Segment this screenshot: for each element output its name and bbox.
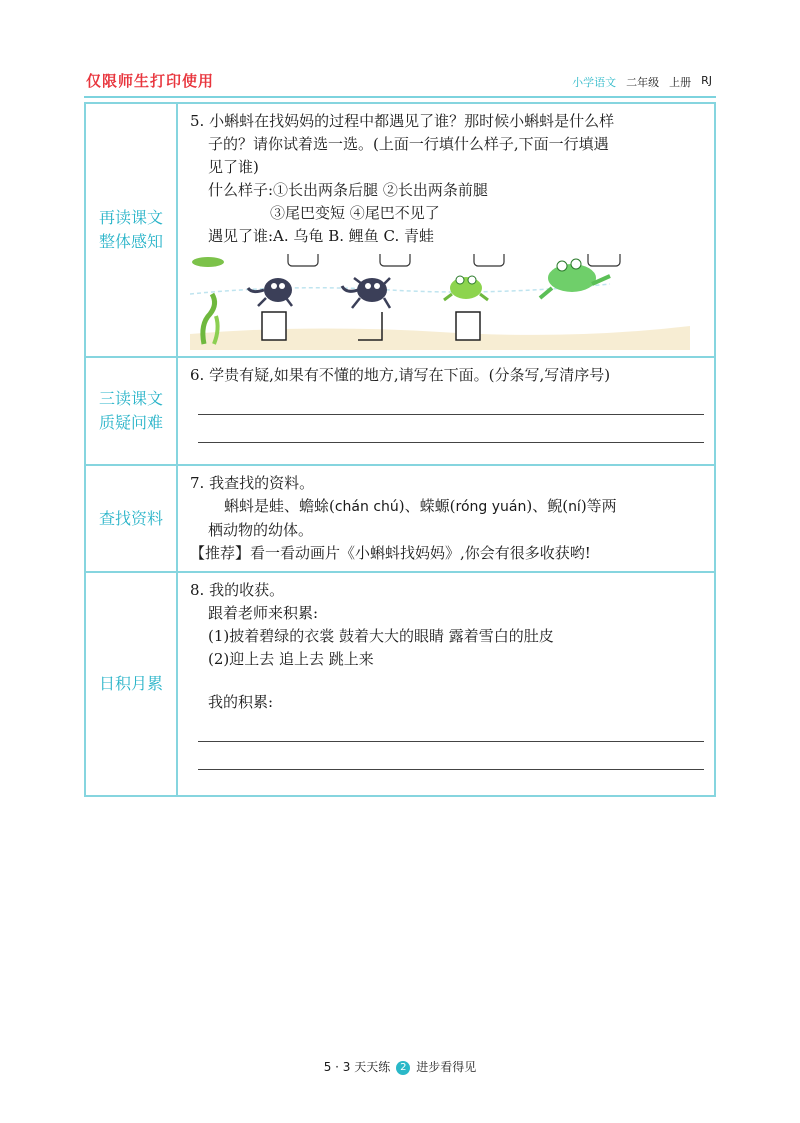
froglet <box>444 276 488 300</box>
question-6 <box>177 357 715 465</box>
section-row-6 <box>85 357 715 465</box>
answer-line[interactable] <box>198 714 704 742</box>
volume-label: 上册 <box>669 76 692 89</box>
section-row-8 <box>85 572 715 796</box>
question-7 <box>177 465 715 572</box>
meet-options: 遇见了谁:A. 乌龟 B. 鲤鱼 C. 青蛙 <box>208 227 434 245</box>
header-divider <box>84 96 716 98</box>
question-8-text: 8. 我的收获。 <box>190 581 285 599</box>
tadpole-scene-illustration <box>190 254 690 350</box>
follow-teacher-label: 跟着老师来积累: <box>208 604 319 622</box>
shape-options-1: 什么样子:①长出两条后腿 ②长出两条前腿 <box>208 181 488 199</box>
section-label-7: 查找资料 <box>85 465 177 572</box>
footer-brand: 5 · 3 天天练 <box>323 1060 391 1074</box>
shape-options-2: ③尾巴变短 ④尾巴不见了 <box>270 204 440 222</box>
section-label-8: 日积月累 <box>85 572 177 796</box>
question-5-text-2: 子的？请你试着选一选。(上面一行填什么样子,下面一行填遇 <box>208 135 609 153</box>
question-5-text-1: 5. 小蝌蚪在找妈妈的过程中都遇见了谁？那时候小蝌蚪是什么样 <box>190 112 615 130</box>
phrase-item-2: (2)迎上去 追上去 跳上来 <box>208 650 374 668</box>
section-label-6: 三读课文 质疑问难 <box>85 357 177 465</box>
page-footer <box>0 1058 800 1075</box>
section-label-5: 再读课文 整体感知 <box>85 103 177 357</box>
recommendation: 【推荐】看一看动画片《小蝌蚪找妈妈》,你会有很多收获哟! <box>190 544 591 562</box>
section-row-5 <box>85 103 715 357</box>
question-5 <box>177 103 715 357</box>
material-text-2: 栖动物的幼体。 <box>208 521 314 539</box>
answer-line[interactable] <box>198 742 704 770</box>
question-8 <box>177 572 715 796</box>
answer-line[interactable] <box>198 387 704 415</box>
phrase-item-1: (1)披着碧绿的衣裳 鼓着大大的眼睛 露着雪白的肚皮 <box>208 627 554 645</box>
footer-badge: 2 <box>396 1061 410 1075</box>
question-5-text-3: 见了谁) <box>208 158 259 176</box>
watermark-label: 仅限师生打印使用 <box>86 72 215 90</box>
section-row-7 <box>85 465 715 572</box>
subject-label: 小学语文 <box>572 76 617 89</box>
question-6-text: 6. 学贵有疑,如果有不懂的地方,请写在下面。(分条写,写清序号) <box>190 366 611 384</box>
tadpole-1 <box>248 278 292 306</box>
question-7-text: 7. 我查找的资料。 <box>190 474 315 492</box>
my-collection-label: 我的积累: <box>208 693 274 711</box>
tadpole-2 <box>342 278 390 308</box>
worksheet-table <box>84 102 716 797</box>
answer-line[interactable] <box>198 415 704 443</box>
footer-slogan: 进步看得见 <box>416 1060 477 1074</box>
grade-label: 二年级 <box>626 76 660 89</box>
material-text: 蝌蚪是蛙、蟾蜍(chán chú)、蝾螈(róng yuán)、鲵(ní)等两 <box>224 497 617 515</box>
edition-label: RJ <box>701 74 712 87</box>
book-info <box>572 74 712 90</box>
